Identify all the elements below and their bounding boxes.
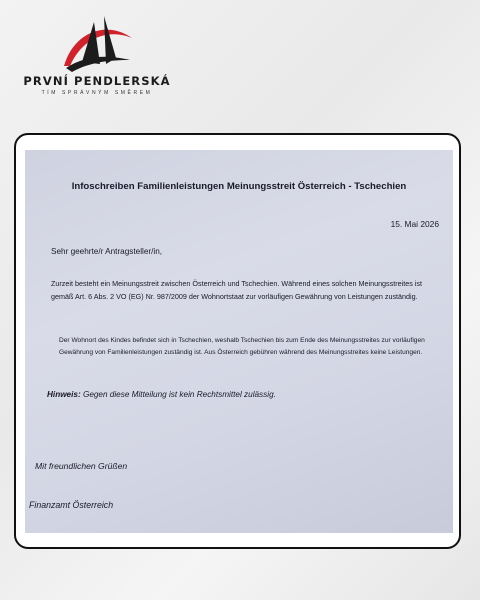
letter-title: Infoschreiben Familienleistungen Meinungsstreit Österreich - Tschechien	[71, 181, 407, 192]
letter-salutation: Sehr geehrte/r Antragsteller/in,	[51, 247, 163, 256]
letter-paragraph-2: Der Wohnort des Kindes befindet sich in Tschechien, weshalb Tschechien bis zum Ende des Meinungsstreites zur vorläufigen Gewährung von Familienleistungen zuständig ist. Aus Österreich gebühren während des Meinungsstreites keine Leistungen.	[59, 337, 425, 356]
letter-note	[47, 390, 276, 399]
letter-paragraph-1: Zurzeit besteht ein Meinungsstreit zwischen Österreich und Tschechien. Während eines solchen Meinungsstreites ist gemäß Art. 6 Abs. 2 VO (EG) Nr. 987/2009 der Wohnortstaat zur vorläufigen Gewährung von Leistungen zuständig.	[51, 279, 423, 301]
letter-closing: Mit freundlichen Grüßen	[35, 461, 128, 471]
note-text: Gegen diese Mitteilung ist kein Rechtsmittel zulässig.	[80, 390, 276, 399]
letter-signature: Finanzamt Österreich	[29, 500, 114, 510]
brand-logo	[22, 14, 172, 96]
letter-date: 15. Mai 2026	[390, 219, 439, 229]
sailboat-swoosh-icon	[60, 14, 136, 76]
brand-name: PRVNÍ PENDLERSKÁ	[23, 74, 171, 88]
letter-photo	[25, 150, 453, 533]
note-label: Hinweis:	[47, 390, 81, 399]
brand-tagline: TÍM SPRÁVNÝM SMĚREM	[41, 90, 153, 96]
